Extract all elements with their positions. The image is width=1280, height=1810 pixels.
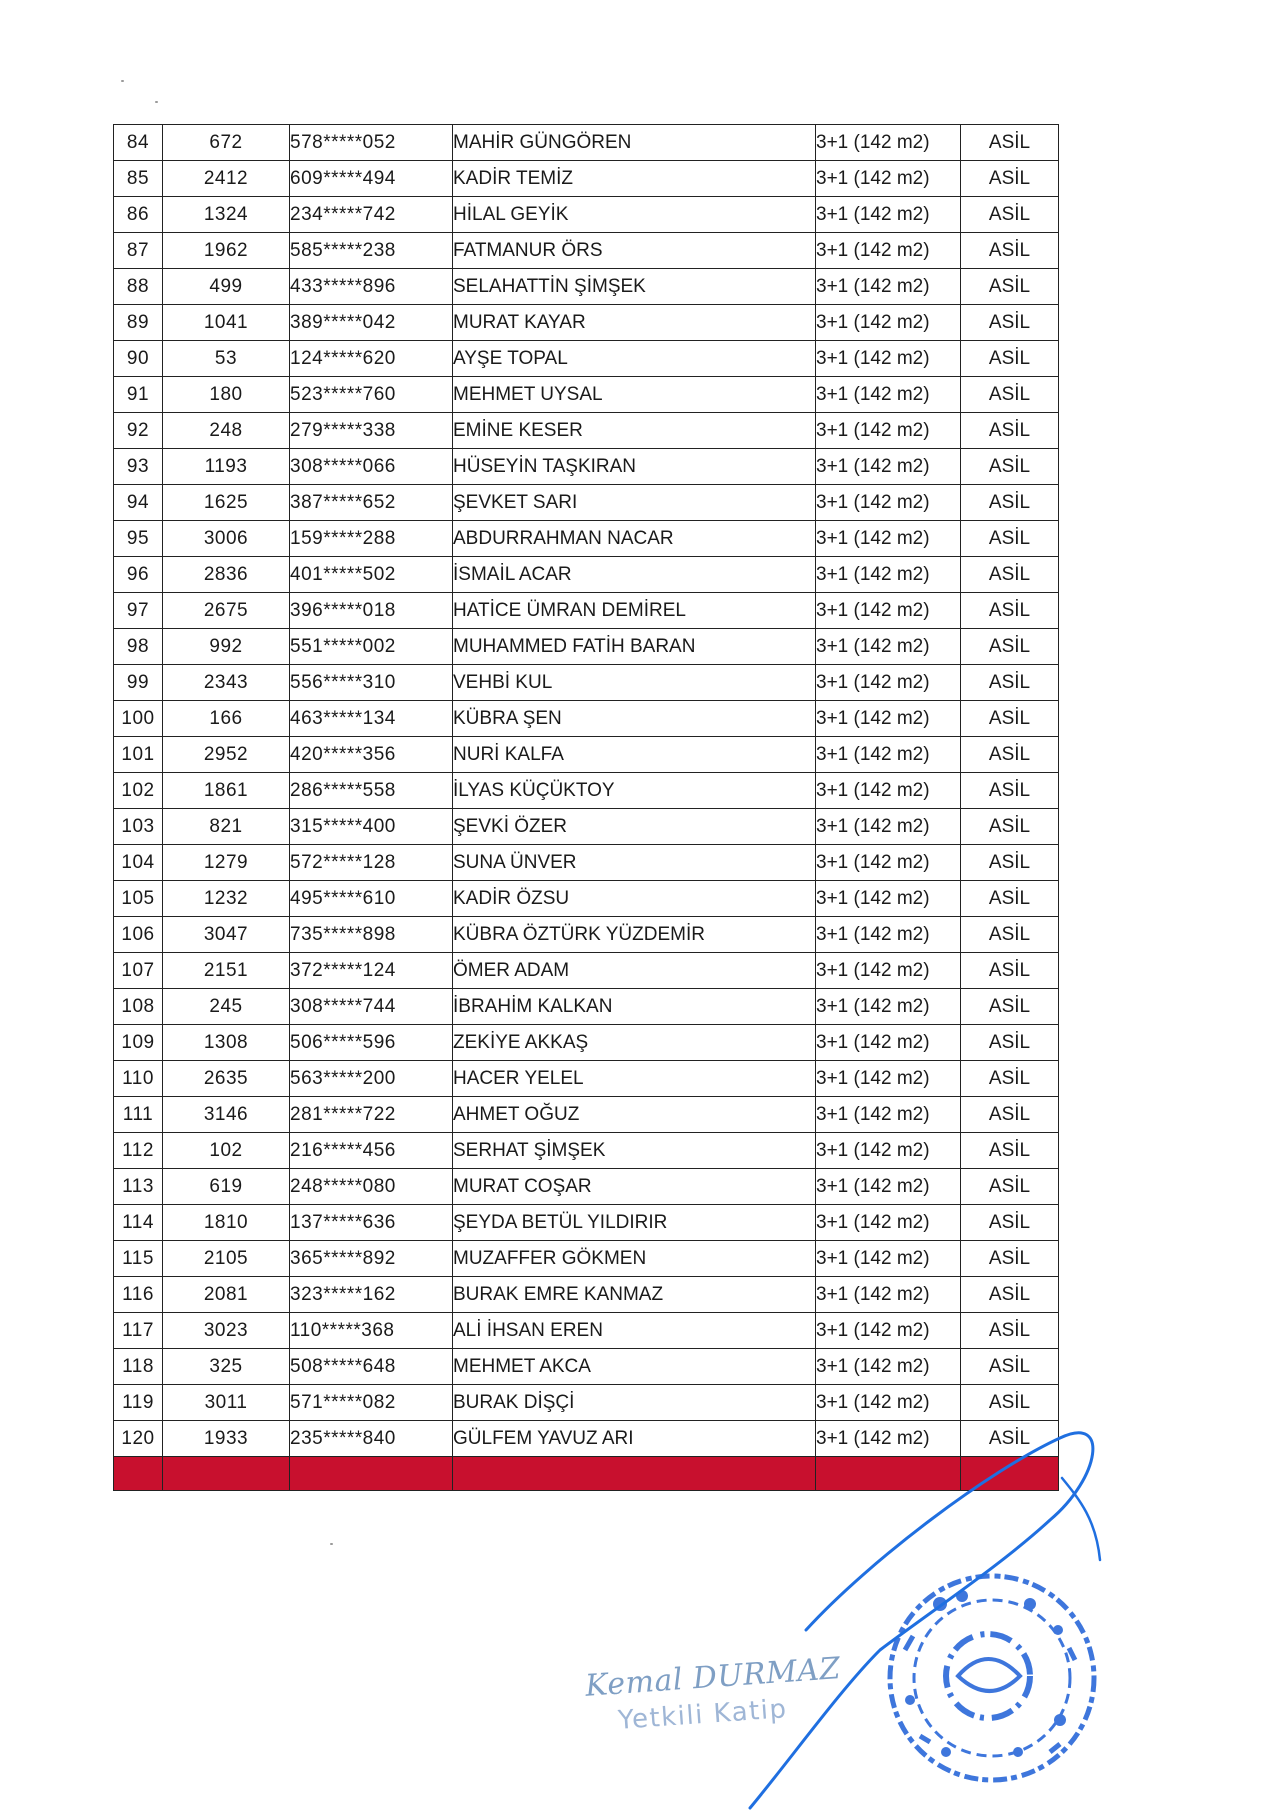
table-row xyxy=(114,593,1059,629)
cell-tc-no: 159*****288 xyxy=(290,521,453,557)
footer-cell xyxy=(114,1457,163,1491)
table-row xyxy=(114,845,1059,881)
cell-durum: ASİL xyxy=(961,1349,1059,1385)
table-row xyxy=(114,125,1059,161)
table-row xyxy=(114,161,1059,197)
cell-konut-tipi: 3+1 (142 m2) xyxy=(816,1133,961,1169)
scan-speck xyxy=(155,101,158,103)
cell-durum: ASİL xyxy=(961,773,1059,809)
cell-tc-no: 216*****456 xyxy=(290,1133,453,1169)
footer-cell xyxy=(816,1457,961,1491)
cell-konut-tipi: 3+1 (142 m2) xyxy=(816,917,961,953)
cell-sira-no: 120 xyxy=(114,1421,163,1457)
cell-konut-tipi: 3+1 (142 m2) xyxy=(816,1169,961,1205)
cell-ad-soyad: HATİCE ÜMRAN DEMİREL xyxy=(453,593,816,629)
scan-speck xyxy=(330,1543,333,1545)
cell-kura-no: 1625 xyxy=(163,485,290,521)
cell-durum: ASİL xyxy=(961,1133,1059,1169)
cell-sira-no: 97 xyxy=(114,593,163,629)
table-row xyxy=(114,233,1059,269)
cell-konut-tipi: 3+1 (142 m2) xyxy=(816,593,961,629)
cell-sira-no: 113 xyxy=(114,1169,163,1205)
cell-tc-no: 110*****368 xyxy=(290,1313,453,1349)
cell-konut-tipi: 3+1 (142 m2) xyxy=(816,1241,961,1277)
cell-ad-soyad: GÜLFEM YAVUZ ARI xyxy=(453,1421,816,1457)
cell-sira-no: 102 xyxy=(114,773,163,809)
cell-sira-no: 104 xyxy=(114,845,163,881)
typed-signature-name: Kemal DURMAZ xyxy=(584,1651,842,1704)
cell-durum: ASİL xyxy=(961,1313,1059,1349)
cell-durum: ASİL xyxy=(961,1277,1059,1313)
cell-ad-soyad: ŞEYDA BETÜL YILDIRIR xyxy=(453,1205,816,1241)
cell-tc-no: 281*****722 xyxy=(290,1097,453,1133)
cell-sira-no: 99 xyxy=(114,665,163,701)
cell-sira-no: 94 xyxy=(114,485,163,521)
cell-tc-no: 124*****620 xyxy=(290,341,453,377)
cell-ad-soyad: MEHMET UYSAL xyxy=(453,377,816,413)
table-row xyxy=(114,809,1059,845)
cell-kura-no: 248 xyxy=(163,413,290,449)
cell-kura-no: 53 xyxy=(163,341,290,377)
cell-ad-soyad: AYŞE TOPAL xyxy=(453,341,816,377)
cell-kura-no: 102 xyxy=(163,1133,290,1169)
cell-durum: ASİL xyxy=(961,989,1059,1025)
cell-tc-no: 433*****896 xyxy=(290,269,453,305)
cell-konut-tipi: 3+1 (142 m2) xyxy=(816,557,961,593)
cell-kura-no: 619 xyxy=(163,1169,290,1205)
typed-signature-title: Yetkili Katip xyxy=(617,1694,789,1736)
cell-ad-soyad: SERHAT ŞİMŞEK xyxy=(453,1133,816,1169)
table-row xyxy=(114,665,1059,701)
table-row xyxy=(114,557,1059,593)
cell-durum: ASİL xyxy=(961,161,1059,197)
cell-kura-no: 166 xyxy=(163,701,290,737)
cell-ad-soyad: VEHBİ KUL xyxy=(453,665,816,701)
cell-durum: ASİL xyxy=(961,557,1059,593)
cell-sira-no: 112 xyxy=(114,1133,163,1169)
cell-durum: ASİL xyxy=(961,1205,1059,1241)
cell-durum: ASİL xyxy=(961,629,1059,665)
table-row xyxy=(114,737,1059,773)
cell-kura-no: 2412 xyxy=(163,161,290,197)
cell-konut-tipi: 3+1 (142 m2) xyxy=(816,521,961,557)
cell-kura-no: 1232 xyxy=(163,881,290,917)
cell-konut-tipi: 3+1 (142 m2) xyxy=(816,197,961,233)
cell-ad-soyad: ALİ İHSAN EREN xyxy=(453,1313,816,1349)
cell-sira-no: 87 xyxy=(114,233,163,269)
cell-sira-no: 91 xyxy=(114,377,163,413)
cell-konut-tipi: 3+1 (142 m2) xyxy=(816,161,961,197)
cell-sira-no: 100 xyxy=(114,701,163,737)
cell-sira-no: 88 xyxy=(114,269,163,305)
table-row xyxy=(114,701,1059,737)
cell-tc-no: 735*****898 xyxy=(290,917,453,953)
cell-kura-no: 2836 xyxy=(163,557,290,593)
cell-ad-soyad: KÜBRA ÖZTÜRK YÜZDEMİR xyxy=(453,917,816,953)
cell-kura-no: 1279 xyxy=(163,845,290,881)
cell-tc-no: 609*****494 xyxy=(290,161,453,197)
table-row xyxy=(114,1241,1059,1277)
table-row xyxy=(114,197,1059,233)
cell-tc-no: 508*****648 xyxy=(290,1349,453,1385)
cell-ad-soyad: ZEKİYE AKKAŞ xyxy=(453,1025,816,1061)
table-row xyxy=(114,305,1059,341)
cell-durum: ASİL xyxy=(961,845,1059,881)
cell-ad-soyad: İSMAİL ACAR xyxy=(453,557,816,593)
cell-sira-no: 108 xyxy=(114,989,163,1025)
cell-konut-tipi: 3+1 (142 m2) xyxy=(816,1277,961,1313)
cell-kura-no: 2151 xyxy=(163,953,290,989)
cell-durum: ASİL xyxy=(961,1025,1059,1061)
cell-tc-no: 523*****760 xyxy=(290,377,453,413)
cell-konut-tipi: 3+1 (142 m2) xyxy=(816,953,961,989)
table-row xyxy=(114,917,1059,953)
cell-durum: ASİL xyxy=(961,305,1059,341)
footer-cell xyxy=(453,1457,816,1491)
table-row xyxy=(114,1205,1059,1241)
cell-ad-soyad: ŞEVKET SARI xyxy=(453,485,816,521)
table-footer-red-row xyxy=(114,1457,1059,1491)
cell-sira-no: 95 xyxy=(114,521,163,557)
cell-ad-soyad: ŞEVKİ ÖZER xyxy=(453,809,816,845)
cell-sira-no: 103 xyxy=(114,809,163,845)
cell-ad-soyad: HÜSEYİN TAŞKIRAN xyxy=(453,449,816,485)
cell-sira-no: 101 xyxy=(114,737,163,773)
table-row xyxy=(114,413,1059,449)
cell-sira-no: 96 xyxy=(114,557,163,593)
cell-kura-no: 992 xyxy=(163,629,290,665)
cell-tc-no: 571*****082 xyxy=(290,1385,453,1421)
cell-sira-no: 119 xyxy=(114,1385,163,1421)
cell-sira-no: 85 xyxy=(114,161,163,197)
cell-konut-tipi: 3+1 (142 m2) xyxy=(816,341,961,377)
cell-durum: ASİL xyxy=(961,809,1059,845)
cell-tc-no: 387*****652 xyxy=(290,485,453,521)
cell-konut-tipi: 3+1 (142 m2) xyxy=(816,1097,961,1133)
cell-konut-tipi: 3+1 (142 m2) xyxy=(816,845,961,881)
cell-konut-tipi: 3+1 (142 m2) xyxy=(816,1025,961,1061)
cell-sira-no: 86 xyxy=(114,197,163,233)
cell-durum: ASİL xyxy=(961,449,1059,485)
cell-sira-no: 105 xyxy=(114,881,163,917)
cell-ad-soyad: ABDURRAHMAN NACAR xyxy=(453,521,816,557)
cell-kura-no: 1933 xyxy=(163,1421,290,1457)
cell-konut-tipi: 3+1 (142 m2) xyxy=(816,737,961,773)
cell-kura-no: 2105 xyxy=(163,1241,290,1277)
cell-tc-no: 279*****338 xyxy=(290,413,453,449)
cell-konut-tipi: 3+1 (142 m2) xyxy=(816,1061,961,1097)
cell-sira-no: 89 xyxy=(114,305,163,341)
table-row xyxy=(114,1349,1059,1385)
cell-kura-no: 180 xyxy=(163,377,290,413)
cell-sira-no: 84 xyxy=(114,125,163,161)
cell-kura-no: 2635 xyxy=(163,1061,290,1097)
table-row xyxy=(114,1313,1059,1349)
cell-kura-no: 821 xyxy=(163,809,290,845)
cell-kura-no: 245 xyxy=(163,989,290,1025)
table-row xyxy=(114,1421,1059,1457)
cell-durum: ASİL xyxy=(961,521,1059,557)
cell-ad-soyad: SELAHATTİN ŞİMŞEK xyxy=(453,269,816,305)
cell-ad-soyad: İBRAHİM KALKAN xyxy=(453,989,816,1025)
table-row xyxy=(114,1133,1059,1169)
cell-tc-no: 308*****744 xyxy=(290,989,453,1025)
cell-kura-no: 3023 xyxy=(163,1313,290,1349)
cell-kura-no: 325 xyxy=(163,1349,290,1385)
allocation-list-table xyxy=(113,124,1059,1491)
cell-kura-no: 2343 xyxy=(163,665,290,701)
cell-sira-no: 106 xyxy=(114,917,163,953)
table-row xyxy=(114,1169,1059,1205)
cell-kura-no: 3011 xyxy=(163,1385,290,1421)
cell-konut-tipi: 3+1 (142 m2) xyxy=(816,989,961,1025)
cell-durum: ASİL xyxy=(961,1421,1059,1457)
table-row xyxy=(114,1385,1059,1421)
table-row xyxy=(114,485,1059,521)
cell-ad-soyad: MUZAFFER GÖKMEN xyxy=(453,1241,816,1277)
cell-tc-no: 506*****596 xyxy=(290,1025,453,1061)
cell-konut-tipi: 3+1 (142 m2) xyxy=(816,233,961,269)
cell-sira-no: 118 xyxy=(114,1349,163,1385)
cell-ad-soyad: MAHİR GÜNGÖREN xyxy=(453,125,816,161)
cell-konut-tipi: 3+1 (142 m2) xyxy=(816,629,961,665)
cell-kura-no: 2952 xyxy=(163,737,290,773)
table-body xyxy=(114,125,1059,1491)
cell-sira-no: 111 xyxy=(114,1097,163,1133)
cell-tc-no: 315*****400 xyxy=(290,809,453,845)
cell-ad-soyad: MURAT COŞAR xyxy=(453,1169,816,1205)
footer-cell xyxy=(961,1457,1059,1491)
cell-durum: ASİL xyxy=(961,1241,1059,1277)
cell-konut-tipi: 3+1 (142 m2) xyxy=(816,1421,961,1457)
cell-konut-tipi: 3+1 (142 m2) xyxy=(816,449,961,485)
cell-tc-no: 551*****002 xyxy=(290,629,453,665)
footer-cell xyxy=(290,1457,453,1491)
cell-tc-no: 234*****742 xyxy=(290,197,453,233)
cell-tc-no: 463*****134 xyxy=(290,701,453,737)
cell-ad-soyad: ÖMER ADAM xyxy=(453,953,816,989)
cell-tc-no: 137*****636 xyxy=(290,1205,453,1241)
table-row xyxy=(114,341,1059,377)
cell-sira-no: 117 xyxy=(114,1313,163,1349)
cell-ad-soyad: NURİ KALFA xyxy=(453,737,816,773)
cell-ad-soyad: İLYAS KÜÇÜKTOY xyxy=(453,773,816,809)
cell-konut-tipi: 3+1 (142 m2) xyxy=(816,269,961,305)
cell-konut-tipi: 3+1 (142 m2) xyxy=(816,485,961,521)
cell-tc-no: 572*****128 xyxy=(290,845,453,881)
table-row xyxy=(114,989,1059,1025)
cell-durum: ASİL xyxy=(961,701,1059,737)
cell-durum: ASİL xyxy=(961,413,1059,449)
cell-ad-soyad: MEHMET AKCA xyxy=(453,1349,816,1385)
cell-kura-no: 3047 xyxy=(163,917,290,953)
cell-tc-no: 365*****892 xyxy=(290,1241,453,1277)
cell-konut-tipi: 3+1 (142 m2) xyxy=(816,701,961,737)
cell-kura-no: 1861 xyxy=(163,773,290,809)
cell-konut-tipi: 3+1 (142 m2) xyxy=(816,1385,961,1421)
cell-tc-no: 556*****310 xyxy=(290,665,453,701)
cell-konut-tipi: 3+1 (142 m2) xyxy=(816,665,961,701)
handwritten-signature-stroke xyxy=(1062,1478,1100,1560)
cell-tc-no: 372*****124 xyxy=(290,953,453,989)
cell-kura-no: 1041 xyxy=(163,305,290,341)
cell-ad-soyad: MURAT KAYAR xyxy=(453,305,816,341)
table-row xyxy=(114,1025,1059,1061)
cell-sira-no: 92 xyxy=(114,413,163,449)
cell-durum: ASİL xyxy=(961,125,1059,161)
cell-konut-tipi: 3+1 (142 m2) xyxy=(816,1349,961,1385)
official-seal-stamp xyxy=(890,1576,1094,1780)
cell-durum: ASİL xyxy=(961,341,1059,377)
table-row xyxy=(114,521,1059,557)
cell-durum: ASİL xyxy=(961,377,1059,413)
cell-sira-no: 109 xyxy=(114,1025,163,1061)
table-row xyxy=(114,629,1059,665)
cell-durum: ASİL xyxy=(961,1061,1059,1097)
cell-tc-no: 235*****840 xyxy=(290,1421,453,1457)
table-row xyxy=(114,1277,1059,1313)
cell-konut-tipi: 3+1 (142 m2) xyxy=(816,773,961,809)
cell-konut-tipi: 3+1 (142 m2) xyxy=(816,125,961,161)
table-row xyxy=(114,953,1059,989)
cell-durum: ASİL xyxy=(961,737,1059,773)
cell-sira-no: 107 xyxy=(114,953,163,989)
cell-kura-no: 2675 xyxy=(163,593,290,629)
cell-durum: ASİL xyxy=(961,1097,1059,1133)
cell-durum: ASİL xyxy=(961,665,1059,701)
cell-ad-soyad: KADİR TEMİZ xyxy=(453,161,816,197)
cell-kura-no: 499 xyxy=(163,269,290,305)
cell-sira-no: 98 xyxy=(114,629,163,665)
table-row xyxy=(114,773,1059,809)
cell-kura-no: 2081 xyxy=(163,1277,290,1313)
cell-konut-tipi: 3+1 (142 m2) xyxy=(816,413,961,449)
cell-tc-no: 248*****080 xyxy=(290,1169,453,1205)
cell-tc-no: 389*****042 xyxy=(290,305,453,341)
table-row xyxy=(114,1097,1059,1133)
cell-tc-no: 308*****066 xyxy=(290,449,453,485)
cell-tc-no: 495*****610 xyxy=(290,881,453,917)
cell-ad-soyad: BURAK DİŞÇİ xyxy=(453,1385,816,1421)
table-row xyxy=(114,881,1059,917)
cell-tc-no: 286*****558 xyxy=(290,773,453,809)
cell-ad-soyad: BURAK EMRE KANMAZ xyxy=(453,1277,816,1313)
cell-durum: ASİL xyxy=(961,233,1059,269)
table-row xyxy=(114,377,1059,413)
cell-sira-no: 110 xyxy=(114,1061,163,1097)
cell-kura-no: 3006 xyxy=(163,521,290,557)
cell-ad-soyad: HACER YELEL xyxy=(453,1061,816,1097)
cell-konut-tipi: 3+1 (142 m2) xyxy=(816,809,961,845)
cell-ad-soyad: AHMET OĞUZ xyxy=(453,1097,816,1133)
cell-durum: ASİL xyxy=(961,485,1059,521)
cell-konut-tipi: 3+1 (142 m2) xyxy=(816,1205,961,1241)
cell-tc-no: 585*****238 xyxy=(290,233,453,269)
cell-tc-no: 578*****052 xyxy=(290,125,453,161)
cell-sira-no: 114 xyxy=(114,1205,163,1241)
cell-ad-soyad: SUNA ÜNVER xyxy=(453,845,816,881)
cell-ad-soyad: KADİR ÖZSU xyxy=(453,881,816,917)
cell-tc-no: 563*****200 xyxy=(290,1061,453,1097)
cell-konut-tipi: 3+1 (142 m2) xyxy=(816,377,961,413)
cell-durum: ASİL xyxy=(961,1169,1059,1205)
cell-durum: ASİL xyxy=(961,953,1059,989)
cell-tc-no: 323*****162 xyxy=(290,1277,453,1313)
scan-speck xyxy=(121,80,124,82)
cell-kura-no: 1308 xyxy=(163,1025,290,1061)
cell-durum: ASİL xyxy=(961,593,1059,629)
cell-konut-tipi: 3+1 (142 m2) xyxy=(816,305,961,341)
cell-ad-soyad: FATMANUR ÖRS xyxy=(453,233,816,269)
cell-durum: ASİL xyxy=(961,197,1059,233)
cell-kura-no: 1324 xyxy=(163,197,290,233)
cell-ad-soyad: EMİNE KESER xyxy=(453,413,816,449)
cell-kura-no: 1962 xyxy=(163,233,290,269)
cell-sira-no: 116 xyxy=(114,1277,163,1313)
cell-sira-no: 115 xyxy=(114,1241,163,1277)
cell-tc-no: 396*****018 xyxy=(290,593,453,629)
cell-durum: ASİL xyxy=(961,881,1059,917)
cell-durum: ASİL xyxy=(961,269,1059,305)
table-row xyxy=(114,269,1059,305)
cell-durum: ASİL xyxy=(961,1385,1059,1421)
cell-konut-tipi: 3+1 (142 m2) xyxy=(816,1313,961,1349)
cell-ad-soyad: HİLAL GEYİK xyxy=(453,197,816,233)
cell-kura-no: 672 xyxy=(163,125,290,161)
footer-cell xyxy=(163,1457,290,1491)
cell-tc-no: 420*****356 xyxy=(290,737,453,773)
cell-kura-no: 3146 xyxy=(163,1097,290,1133)
cell-kura-no: 1193 xyxy=(163,449,290,485)
cell-konut-tipi: 3+1 (142 m2) xyxy=(816,881,961,917)
cell-durum: ASİL xyxy=(961,917,1059,953)
cell-ad-soyad: MUHAMMED FATİH BARAN xyxy=(453,629,816,665)
table-row xyxy=(114,1061,1059,1097)
cell-sira-no: 90 xyxy=(114,341,163,377)
cell-ad-soyad: KÜBRA ŞEN xyxy=(453,701,816,737)
cell-tc-no: 401*****502 xyxy=(290,557,453,593)
cell-sira-no: 93 xyxy=(114,449,163,485)
cell-kura-no: 1810 xyxy=(163,1205,290,1241)
table-row xyxy=(114,449,1059,485)
